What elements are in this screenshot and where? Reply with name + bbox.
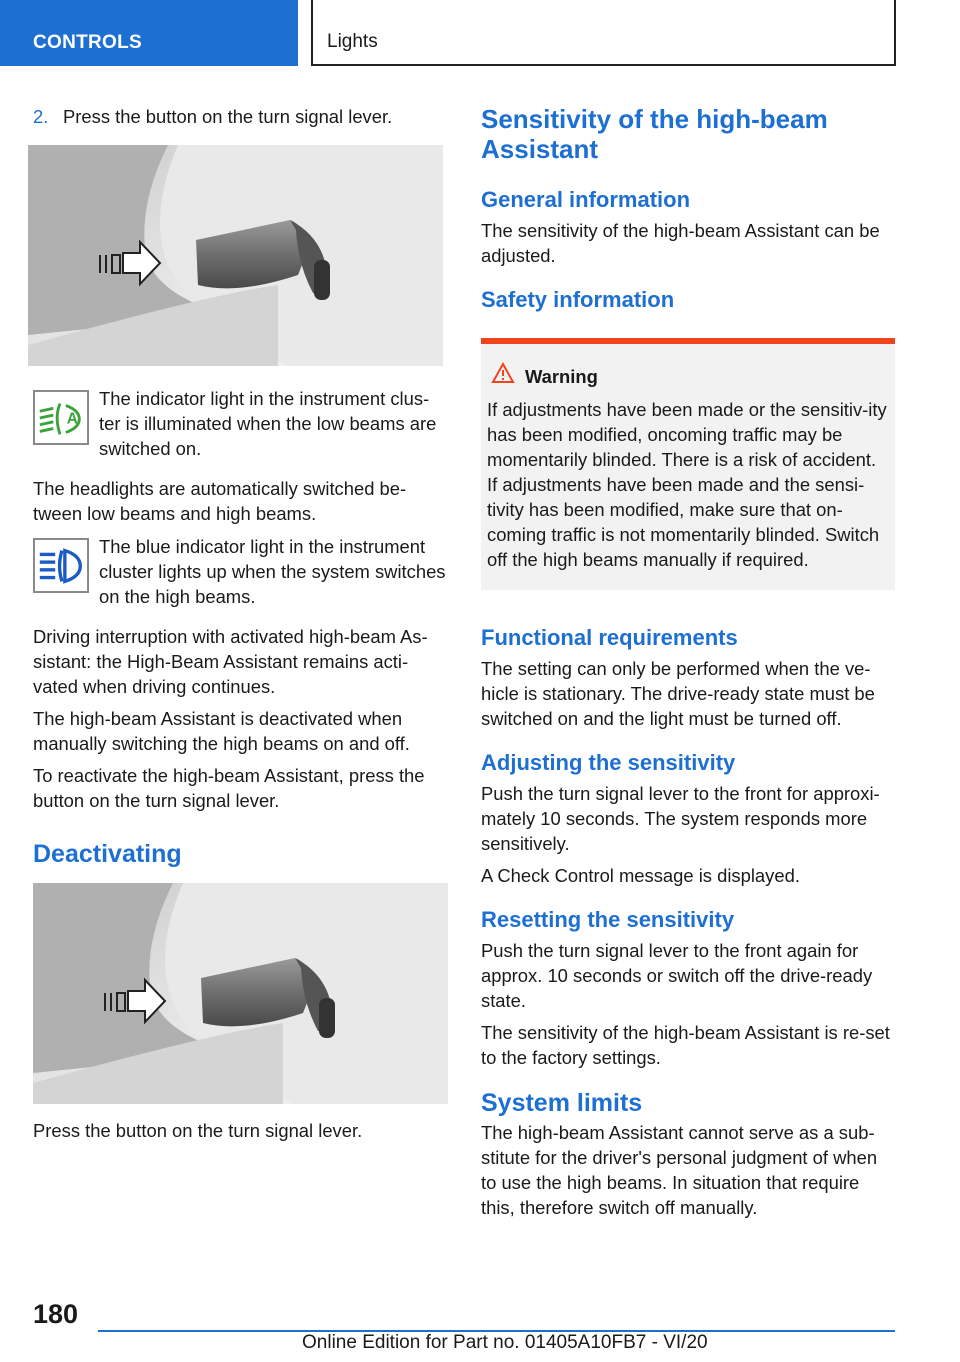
high-beam-icon	[33, 538, 89, 593]
subsection-heading: General information	[481, 187, 691, 212]
step-text: Press the button on the turn signal lever.	[63, 106, 393, 127]
body-paragraph: The high-beam Assistant cannot serve as a sub-stitute for the driver's personal judgment of when to use the high beams. In situation that require this, therefore switch off manually.	[481, 1122, 878, 1218]
body-paragraph: Press the button on the turn signal lever.	[33, 1120, 363, 1141]
chapter-title: Lights	[311, 0, 896, 66]
body-paragraph: Push the turn signal lever to the front for approxi-mately 10 seconds. The system responds more sensitively.	[481, 783, 880, 854]
body-paragraph: The headlights are automatically switched be-tween low beams and high beams.	[33, 478, 407, 524]
left-column	[33, 104, 448, 1150]
deactivating-heading: Deactivating	[33, 840, 182, 868]
section-heading: Sensitivity of the high-beam Assistant	[481, 104, 828, 164]
right-column	[481, 104, 895, 1227]
body-paragraph: The sensitivity of the high-beam Assistant can be adjusted.	[481, 220, 880, 266]
subsection-heading: Safety information	[481, 287, 675, 312]
step-item	[33, 104, 448, 129]
step-number: 2.	[33, 106, 49, 127]
body-paragraph: The sensitivity of the high-beam Assistant is re-set to the factory settings.	[481, 1022, 890, 1068]
body-paragraph: A Check Control message is displayed.	[481, 865, 800, 886]
low-beam-indicator-note	[33, 386, 448, 466]
warning-title: Warning	[487, 364, 887, 389]
turn-signal-lever-photo	[28, 145, 443, 366]
page-number: 180	[33, 1299, 79, 1329]
edition-note: Online Edition for Part no. 01405A10FB7 - VI/20	[302, 1332, 708, 1353]
svg-text:A: A	[66, 410, 78, 428]
body-paragraph: The setting can only be performed when the ve-hicle is stationary. The drive-ready state must be switched on and the light must be turned off.	[481, 658, 875, 729]
subsection-heading: Functional requirements	[481, 625, 738, 650]
subsection-heading: Adjusting the sensitivity	[481, 750, 736, 775]
high-beam-indicator-note	[33, 534, 448, 614]
section-heading: System limits	[481, 1089, 643, 1117]
body-paragraph: The high-beam Assistant is deactivated when manually switching the high beams on and off.	[33, 708, 410, 754]
indicator-note-text: The blue indicator light in the instrument cluster lights up when the system switches on the high beams.	[99, 536, 446, 607]
subsection-heading: Resetting the sensitivity	[481, 907, 735, 932]
turn-signal-lever-photo	[33, 883, 448, 1104]
body-paragraph: Driving interruption with activated high-beam As-sistant: the High-Beam Assistant remains acti-vated when driving continues.	[33, 626, 428, 697]
warning-triangle-icon	[491, 362, 515, 384]
low-beam-assistant-icon	[33, 390, 89, 445]
indicator-note-text: The indicator light in the instrument clus-ter is illuminated when the low beams are switched on.	[99, 388, 437, 459]
warning-box	[481, 338, 895, 590]
body-paragraph: To reactivate the high-beam Assistant, press the button on the turn signal lever.	[33, 765, 425, 811]
section-tab: CONTROLS	[0, 0, 298, 66]
warning-text: If adjustments have been made or the sensitiv-ity has been modified, oncoming traffic may be momentarily blinded. There is a risk of accident. If adjustments have been made and the sensi-tivity has been modified, make sure that on-coming traffic is not momentarily blinded. Switch off the high beams manually if required.	[487, 399, 887, 570]
body-paragraph: Push the turn signal lever to the front again for approx. 10 seconds or switch off the drive-ready state.	[481, 940, 873, 1011]
